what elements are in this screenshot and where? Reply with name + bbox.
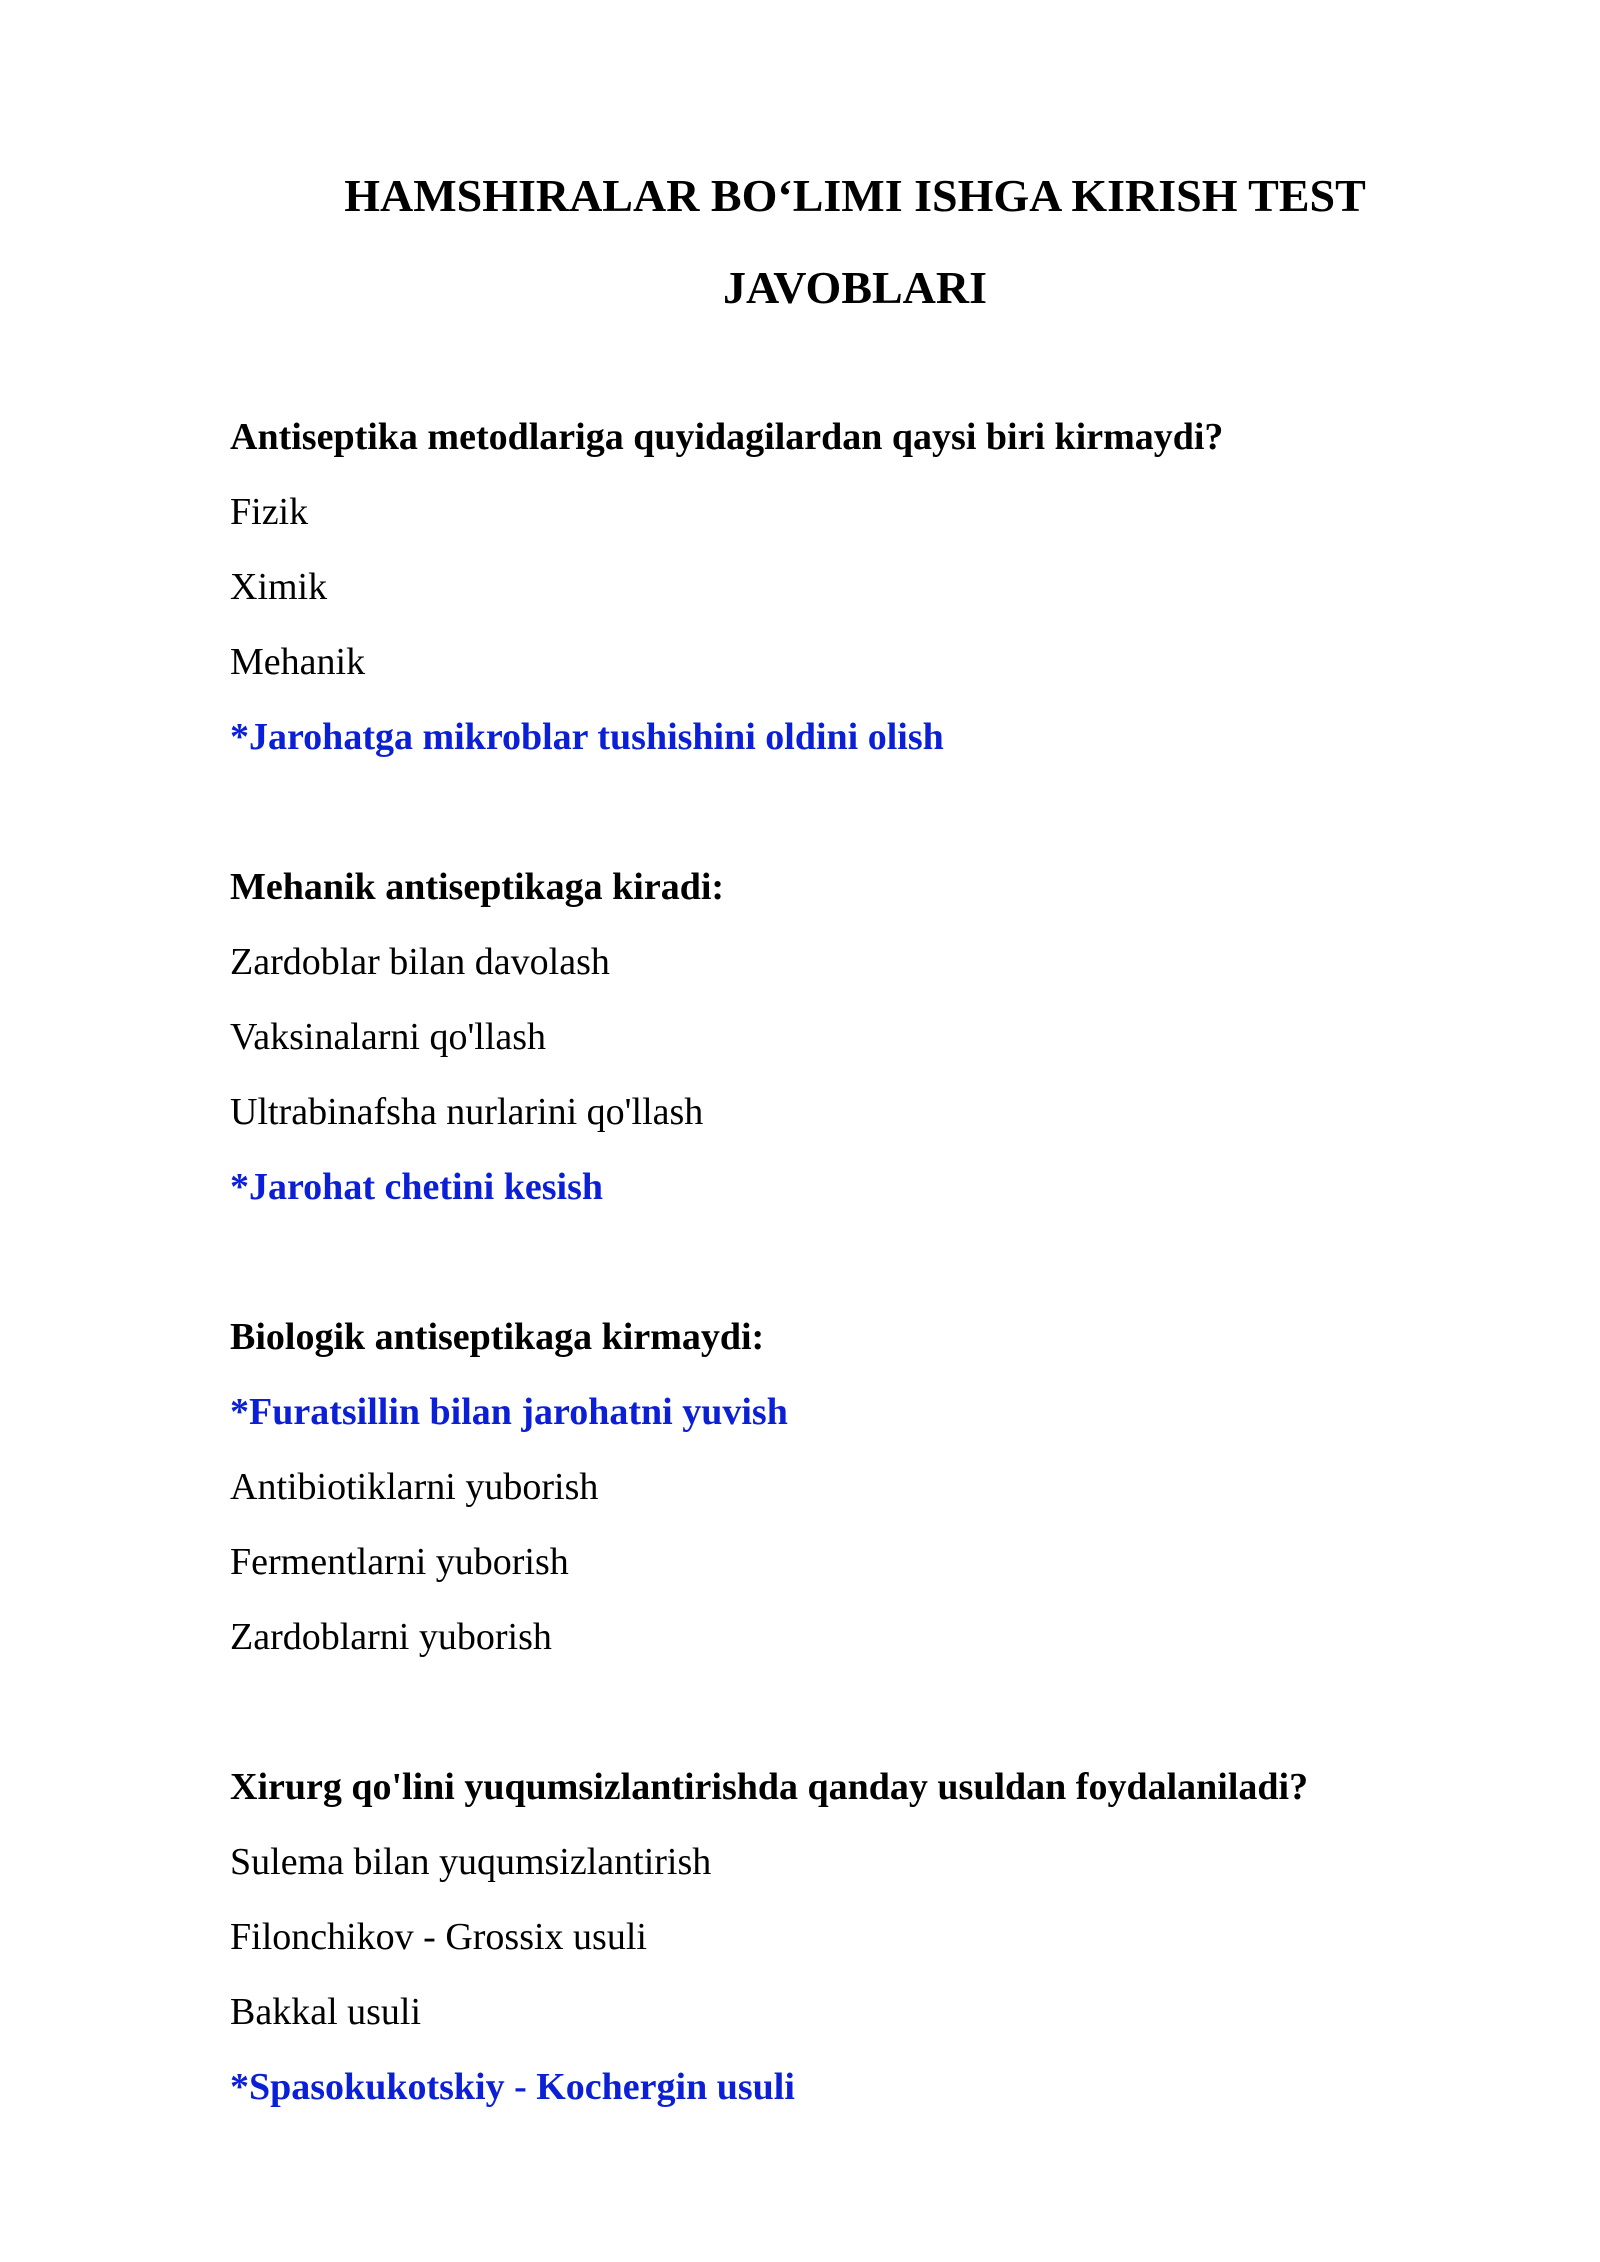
question-text: Xirurg qo'lini yuqumsizlantirishda qanday usuldan foydalaniladi? <box>230 1766 1309 1808</box>
correct-answer-option: *Jarohat chetini kesish <box>230 1166 604 1208</box>
answer-option: Zardoblarni yuborish <box>230 1616 552 1658</box>
correct-answer-option: *Jarohatga mikroblar tushishini oldini olish <box>230 716 944 758</box>
test-questions-list <box>230 400 1530 2200</box>
answer-option: Filonchikov - Grossix usuli <box>230 1916 647 1958</box>
answer-option: Zardoblar bilan davolash <box>230 941 610 983</box>
question-block <box>230 850 1530 1225</box>
answer-option: Fizik <box>230 491 309 533</box>
question-text: Biologik antiseptikaga kirmaydi: <box>230 1316 765 1358</box>
answer-option: Antibiotiklarni yuborish <box>230 1466 599 1508</box>
question-block <box>230 400 1530 775</box>
document-title-line-2: JAVOBLARI <box>722 262 988 313</box>
answer-option: Fermentlarni yuborish <box>230 1541 569 1583</box>
question-text: Mehanik antiseptikaga kiradi: <box>230 866 725 908</box>
correct-answer-option: *Furatsillin bilan jarohatni yuvish <box>230 1391 788 1433</box>
answer-option: Sulema bilan yuqumsizlantirish <box>230 1841 712 1883</box>
answer-option: Ximik <box>230 566 328 608</box>
question-block <box>230 1750 1530 2125</box>
answer-option: Ultrabinafsha nurlarini qo'llash <box>230 1091 704 1133</box>
question-text: Antiseptika metodlariga quyidagilardan qaysi biri kirmaydi? <box>230 416 1224 458</box>
answer-option: Bakkal usuli <box>230 1991 422 2033</box>
document-title-line-1: HAMSHIRALAR BO‘LIMI ISHGA KIRISH TEST <box>344 170 1366 221</box>
correct-answer-option: *Spasokukotskiy - Kochergin usuli <box>230 2066 795 2108</box>
document-title <box>230 150 1480 334</box>
question-block <box>230 1300 1530 1675</box>
answer-option: Mehanik <box>230 641 366 683</box>
answer-option: Vaksinalarni qo'llash <box>230 1016 547 1058</box>
